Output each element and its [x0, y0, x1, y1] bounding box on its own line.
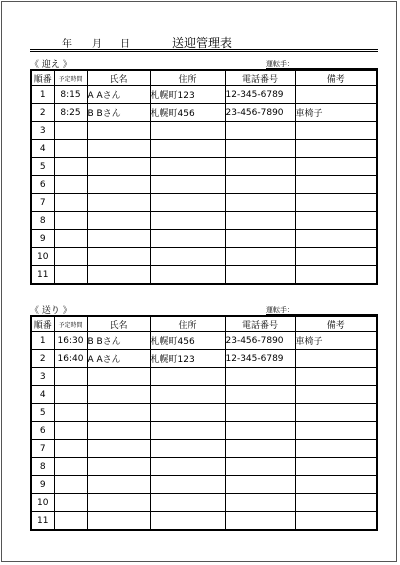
table-row [31, 350, 377, 368]
col-address: 住所 [150, 70, 225, 86]
cell-name [87, 212, 150, 230]
cell-scheduled-time [54, 122, 87, 140]
cell-name [87, 158, 150, 176]
cell-phone [225, 458, 295, 476]
cell-order: 10 [31, 248, 54, 266]
pickup-section-title: 《 迎え 》 [30, 60, 72, 70]
cell-address [150, 440, 225, 458]
cell-notes [295, 266, 377, 285]
cell-phone [225, 386, 295, 404]
table-row [31, 248, 377, 266]
cell-phone [225, 422, 295, 440]
col-phone: 電話番号 [225, 316, 295, 332]
cell-scheduled-time: 8:25 [54, 104, 87, 122]
cell-scheduled-time: 16:30 [54, 332, 87, 350]
cell-name [87, 266, 150, 285]
cell-address [150, 230, 225, 248]
cell-name [87, 368, 150, 386]
cell-scheduled-time [54, 212, 87, 230]
cell-address [150, 458, 225, 476]
cell-address [150, 140, 225, 158]
cell-notes [295, 194, 377, 212]
cell-order: 5 [31, 404, 54, 422]
cell-phone [225, 194, 295, 212]
cell-notes [295, 512, 377, 531]
cell-scheduled-time [54, 140, 87, 158]
cell-phone [225, 368, 295, 386]
table-row [31, 368, 377, 386]
cell-name [87, 230, 150, 248]
cell-notes [295, 440, 377, 458]
col-scheduled-time: 予定時間 [54, 316, 87, 332]
cell-name [87, 194, 150, 212]
header-rule-double [30, 51, 378, 52]
cell-address [150, 386, 225, 404]
pickup-driver-label: 運転手： [266, 60, 294, 68]
cell-order: 2 [31, 104, 54, 122]
cell-phone [225, 266, 295, 285]
table-row [31, 194, 377, 212]
col-phone: 電話番号 [225, 70, 295, 86]
cell-address: 札幌町123 [150, 350, 225, 368]
cell-order: 10 [31, 494, 54, 512]
cell-phone [225, 122, 295, 140]
cell-scheduled-time [54, 422, 87, 440]
cell-address [150, 212, 225, 230]
table-row [31, 266, 377, 285]
cell-order: 9 [31, 476, 54, 494]
cell-name: B Bさん [87, 104, 150, 122]
cell-notes [295, 386, 377, 404]
cell-notes [295, 458, 377, 476]
cell-address [150, 512, 225, 531]
cell-name [87, 476, 150, 494]
cell-name [87, 386, 150, 404]
cell-phone [225, 404, 295, 422]
cell-order: 3 [31, 368, 54, 386]
cell-notes [295, 350, 377, 368]
cell-address [150, 476, 225, 494]
cell-scheduled-time [54, 230, 87, 248]
table-row [31, 494, 377, 512]
cell-name [87, 122, 150, 140]
cell-scheduled-time [54, 476, 87, 494]
cell-name [87, 494, 150, 512]
cell-address: 札幌町123 [150, 86, 225, 104]
cell-notes [295, 140, 377, 158]
cell-scheduled-time [54, 368, 87, 386]
cell-notes: 車椅子 [295, 104, 377, 122]
cell-address [150, 494, 225, 512]
cell-address: 札幌町456 [150, 104, 225, 122]
cell-scheduled-time [54, 404, 87, 422]
cell-notes [295, 422, 377, 440]
cell-phone: 23-456-7890 [225, 104, 295, 122]
cell-address [150, 176, 225, 194]
pickup-header-row [31, 70, 377, 86]
cell-notes [295, 494, 377, 512]
cell-phone: 12-345-6789 [225, 86, 295, 104]
cell-order: 7 [31, 194, 54, 212]
dropoff-header-row [31, 316, 377, 332]
cell-name: B Bさん [87, 332, 150, 350]
table-row [31, 440, 377, 458]
table-row [31, 332, 377, 350]
table-row [31, 212, 377, 230]
cell-order: 6 [31, 176, 54, 194]
cell-address [150, 266, 225, 285]
table-row [31, 422, 377, 440]
cell-phone [225, 440, 295, 458]
cell-scheduled-time [54, 512, 87, 531]
day-label: 日 [120, 39, 130, 50]
cell-order: 2 [31, 350, 54, 368]
cell-notes [295, 176, 377, 194]
table-row [31, 104, 377, 122]
cell-order: 4 [31, 386, 54, 404]
cell-phone [225, 248, 295, 266]
cell-address [150, 248, 225, 266]
cell-phone [225, 494, 295, 512]
cell-order: 11 [31, 512, 54, 531]
table-row [31, 122, 377, 140]
table-row [31, 86, 377, 104]
table-row [31, 230, 377, 248]
header-rule [30, 49, 378, 50]
cell-notes [295, 122, 377, 140]
col-address: 住所 [150, 316, 225, 332]
cell-order: 4 [31, 140, 54, 158]
cell-address [150, 158, 225, 176]
dropoff-table [30, 315, 378, 531]
cell-order: 8 [31, 212, 54, 230]
col-order: 順番 [31, 70, 54, 86]
cell-notes [295, 230, 377, 248]
document-header [30, 35, 378, 49]
cell-order: 11 [31, 266, 54, 285]
cell-address [150, 404, 225, 422]
cell-phone [225, 230, 295, 248]
cell-order: 5 [31, 158, 54, 176]
cell-phone [225, 140, 295, 158]
cell-name [87, 512, 150, 531]
table-row [31, 176, 377, 194]
cell-scheduled-time [54, 266, 87, 285]
month-label: 月 [92, 39, 102, 50]
cell-address [150, 368, 225, 386]
cell-name [87, 248, 150, 266]
cell-order: 1 [31, 86, 54, 104]
col-name: 氏名 [87, 316, 150, 332]
cell-name [87, 458, 150, 476]
cell-scheduled-time [54, 194, 87, 212]
cell-order: 6 [31, 422, 54, 440]
cell-order: 3 [31, 122, 54, 140]
cell-scheduled-time [54, 386, 87, 404]
cell-phone [225, 158, 295, 176]
cell-scheduled-time [54, 458, 87, 476]
col-scheduled-time: 予定時間 [54, 70, 87, 86]
cell-address: 札幌町456 [150, 332, 225, 350]
table-row [31, 158, 377, 176]
cell-order: 9 [31, 230, 54, 248]
cell-address [150, 194, 225, 212]
cell-order: 1 [31, 332, 54, 350]
dropoff-section-title: 《 送り 》 [30, 306, 72, 316]
cell-scheduled-time [54, 176, 87, 194]
cell-notes [295, 476, 377, 494]
page-title: 送迎管理表 [172, 36, 233, 50]
cell-scheduled-time: 8:15 [54, 86, 87, 104]
cell-order: 8 [31, 458, 54, 476]
table-row [31, 458, 377, 476]
cell-name: A Aさん [87, 86, 150, 104]
table-row [31, 476, 377, 494]
cell-notes [295, 158, 377, 176]
cell-notes [295, 404, 377, 422]
cell-order: 7 [31, 440, 54, 458]
col-name: 氏名 [87, 70, 150, 86]
table-row [31, 386, 377, 404]
cell-phone [225, 212, 295, 230]
cell-notes: 車椅子 [295, 332, 377, 350]
cell-scheduled-time [54, 494, 87, 512]
col-notes: 備考 [295, 70, 377, 86]
cell-phone [225, 176, 295, 194]
cell-phone [225, 512, 295, 531]
cell-notes [295, 248, 377, 266]
dropoff-driver-label: 運転手： [266, 306, 294, 314]
cell-name [87, 404, 150, 422]
col-notes: 備考 [295, 316, 377, 332]
cell-notes [295, 368, 377, 386]
cell-address [150, 422, 225, 440]
col-order: 順番 [31, 316, 54, 332]
cell-scheduled-time [54, 158, 87, 176]
table-row [31, 512, 377, 531]
year-label: 年 [62, 39, 72, 50]
cell-name [87, 422, 150, 440]
pickup-table [30, 69, 378, 285]
cell-scheduled-time [54, 440, 87, 458]
cell-address [150, 122, 225, 140]
cell-name [87, 140, 150, 158]
table-row [31, 404, 377, 422]
cell-phone: 12-345-6789 [225, 350, 295, 368]
cell-notes [295, 212, 377, 230]
cell-phone [225, 476, 295, 494]
cell-scheduled-time [54, 248, 87, 266]
cell-name: A Aさん [87, 350, 150, 368]
cell-name [87, 176, 150, 194]
cell-name [87, 440, 150, 458]
cell-notes [295, 86, 377, 104]
cell-phone: 23-456-7890 [225, 332, 295, 350]
table-row [31, 140, 377, 158]
cell-scheduled-time: 16:40 [54, 350, 87, 368]
